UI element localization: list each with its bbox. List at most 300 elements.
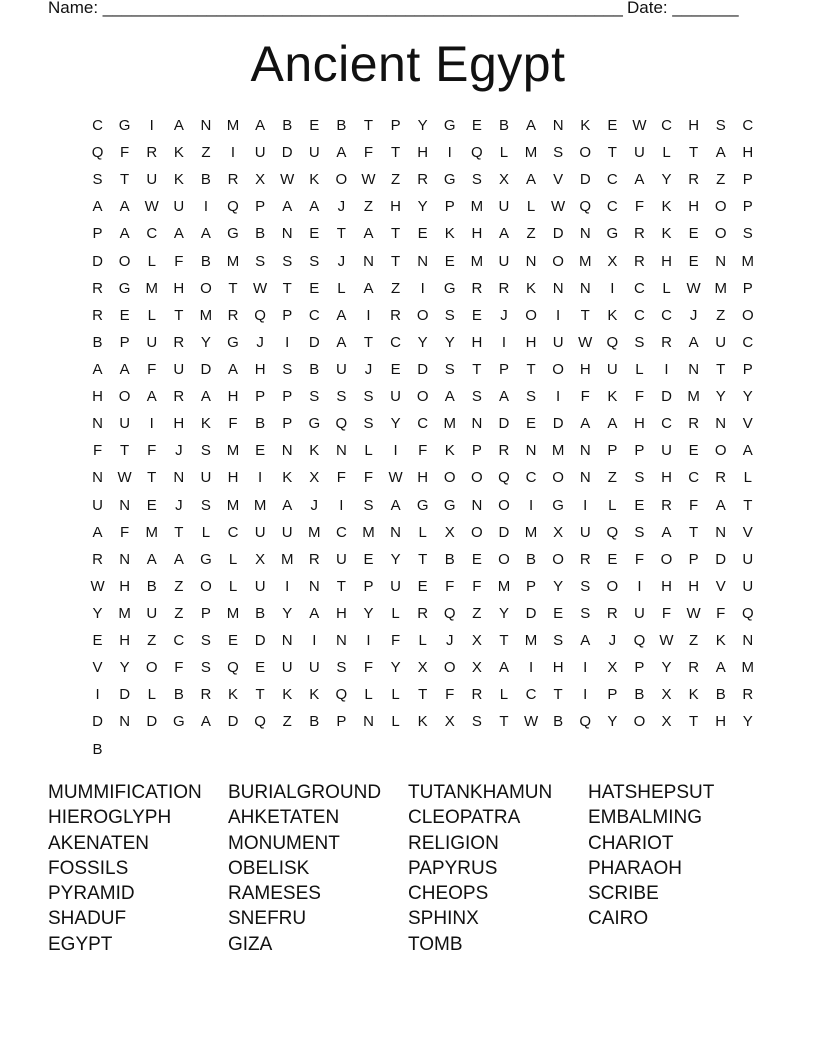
grid-letter: J xyxy=(256,333,264,351)
grid-letter: K xyxy=(200,415,211,433)
grid-letter: S xyxy=(309,388,320,406)
grid-letter: G xyxy=(227,333,239,351)
grid-letter: T xyxy=(390,252,401,270)
grid-letter: A xyxy=(498,659,509,677)
grid-letter: W xyxy=(551,198,566,216)
grid-letter: S xyxy=(634,333,645,351)
grid-letter: Z xyxy=(390,279,401,297)
grid-letter: E xyxy=(146,496,157,514)
grid-letter: R xyxy=(173,388,185,406)
grid-letter: I xyxy=(149,415,154,433)
grid-letter: K xyxy=(282,686,293,704)
grid-letter: N xyxy=(281,442,293,460)
grid-letter: T xyxy=(418,686,428,704)
grid-letter: U xyxy=(281,523,293,541)
grid-letter: B xyxy=(282,117,293,135)
grid-letter: O xyxy=(498,550,510,568)
grid-letter: I xyxy=(95,686,100,704)
grid-letter: Y xyxy=(498,605,509,623)
grid-letter: G xyxy=(606,225,619,243)
grid-letter: A xyxy=(173,550,184,568)
grid-letter: F xyxy=(390,632,401,650)
grid-letter: O xyxy=(660,550,673,568)
grid-letter: H xyxy=(661,577,672,595)
grid-letter: T xyxy=(553,686,563,704)
grid-letter: A xyxy=(119,361,130,379)
grid-letter: H xyxy=(525,333,537,351)
grid-letter: D xyxy=(92,252,103,270)
grid-letter: E xyxy=(228,632,239,650)
grid-letter: L xyxy=(743,469,752,487)
grid-letter: N xyxy=(471,415,483,433)
grid-letter: S xyxy=(742,225,753,243)
grid-letter: C xyxy=(335,523,347,541)
grid-letter: L xyxy=(201,523,211,541)
grid-letter: D xyxy=(146,713,158,731)
grid-letter: R xyxy=(634,252,645,270)
grid-letter: D xyxy=(254,632,266,650)
grid-letter: C xyxy=(606,198,618,216)
grid-letter: T xyxy=(499,632,509,650)
grid-letter: L xyxy=(364,686,373,704)
grid-letter: E xyxy=(417,225,428,243)
grid-letter: U xyxy=(335,361,347,379)
grid-letter: E xyxy=(553,605,564,623)
grid-letter: O xyxy=(471,523,483,541)
grid-letter: J xyxy=(337,198,346,216)
grid-letter: U xyxy=(254,523,266,541)
word-list-item: BURIALGROUND xyxy=(228,782,382,803)
grid-letter: Z xyxy=(174,605,184,623)
grid-letter: Y xyxy=(607,713,618,731)
grid-letter: T xyxy=(472,361,482,379)
grid-letter: M xyxy=(308,523,321,541)
grid-letter: L xyxy=(662,279,671,297)
grid-letter: S xyxy=(634,523,645,541)
grid-letter: A xyxy=(580,415,591,433)
grid-letter: O xyxy=(579,144,592,162)
word-list-item: MONUMENT xyxy=(228,832,340,854)
grid-letter: P xyxy=(200,605,211,623)
grid-letter: M xyxy=(687,388,700,406)
grid-letter: Z xyxy=(174,577,184,595)
grid-letter: Y xyxy=(661,659,672,677)
grid-letter: F xyxy=(445,686,455,704)
grid-letter: A xyxy=(146,550,157,568)
grid-letter: K xyxy=(688,686,699,704)
grid-letter: F xyxy=(580,388,590,406)
grid-letter: P xyxy=(282,388,293,406)
grid-letter: V xyxy=(742,415,753,433)
grid-letter: N xyxy=(308,577,320,595)
grid-letter: Q xyxy=(254,306,266,324)
grid-letter: B xyxy=(498,117,509,135)
grid-letter: T xyxy=(526,361,536,379)
grid-letter: B xyxy=(92,333,103,351)
word-list-item: PHARAOH xyxy=(588,857,682,879)
grid-letter: B xyxy=(634,686,645,704)
word-search-grid xyxy=(84,112,761,763)
grid-letter: E xyxy=(309,225,320,243)
grid-letter: M xyxy=(253,496,267,514)
grid-letter: R xyxy=(417,605,429,623)
grid-letter: W xyxy=(686,605,701,623)
grid-letter: N xyxy=(688,361,700,379)
grid-letter: W xyxy=(144,198,159,216)
grid-letter: X xyxy=(255,550,266,568)
grid-letter: O xyxy=(606,577,619,595)
grid-letter: H xyxy=(173,279,185,297)
grid-letter: R xyxy=(390,306,401,324)
grid-letter: U xyxy=(661,442,672,460)
grid-letter: R xyxy=(227,306,239,324)
grid-letter: L xyxy=(499,144,509,162)
word-list-item: SHADUF xyxy=(48,908,127,930)
grid-letter: U xyxy=(92,496,103,514)
grid-letter: D xyxy=(552,225,564,243)
grid-letter: M xyxy=(280,550,294,568)
grid-letter: O xyxy=(200,577,212,595)
grid-letter: A xyxy=(526,117,537,135)
grid-letter: P xyxy=(255,388,266,406)
grid-letter: R xyxy=(688,415,700,433)
grid-letter: S xyxy=(580,605,591,623)
grid-letter: X xyxy=(417,659,428,677)
grid-letter: I xyxy=(583,686,588,704)
grid-letter: I xyxy=(420,279,425,297)
grid-letter: U xyxy=(173,198,185,216)
grid-letter: E xyxy=(688,252,699,270)
grid-letter: O xyxy=(443,659,456,677)
grid-letter: N xyxy=(119,713,131,731)
word-list-item: GIZA xyxy=(228,933,273,955)
grid-letter: N xyxy=(390,523,401,541)
grid-letter: J xyxy=(608,632,617,650)
grid-letter: A xyxy=(498,388,509,406)
grid-letter: Y xyxy=(417,333,428,351)
grid-letter: N xyxy=(525,442,537,460)
grid-letter: P xyxy=(119,333,130,351)
grid-letter: N xyxy=(715,415,727,433)
grid-letter: M xyxy=(226,252,240,270)
grid-letter: S xyxy=(200,496,211,514)
grid-letter: O xyxy=(714,198,727,216)
grid-letter: A xyxy=(309,198,320,216)
grid-letter: K xyxy=(661,198,672,216)
grid-letter: C xyxy=(525,686,537,704)
grid-letter: E xyxy=(471,117,482,135)
grid-letter: S xyxy=(200,659,211,677)
grid-letter: X xyxy=(661,713,672,731)
grid-letter: A xyxy=(92,361,103,379)
grid-letter: K xyxy=(715,632,726,650)
grid-letter: T xyxy=(336,225,346,243)
grid-letter: N xyxy=(525,252,537,270)
word-list-item: SCRIBE xyxy=(588,883,659,905)
grid-letter: O xyxy=(118,388,131,406)
grid-letter: H xyxy=(552,659,564,677)
grid-letter: W xyxy=(253,279,268,297)
grid-letter: D xyxy=(227,713,239,731)
grid-letter: Q xyxy=(91,144,104,162)
grid-letter: B xyxy=(336,117,347,135)
grid-letter: A xyxy=(119,198,130,216)
grid-letter: I xyxy=(447,144,452,162)
grid-letter: A xyxy=(715,659,726,677)
grid-letter: M xyxy=(524,632,538,650)
grid-letter: I xyxy=(664,361,669,379)
grid-letter: O xyxy=(443,469,456,487)
grid-letter: H xyxy=(417,144,429,162)
grid-letter: T xyxy=(255,686,265,704)
grid-letter: G xyxy=(416,496,429,514)
grid-letter: N xyxy=(363,252,374,270)
grid-letter: H xyxy=(471,225,483,243)
grid-letter: T xyxy=(363,333,374,351)
grid-letter: W xyxy=(117,469,132,487)
grid-letter: P xyxy=(390,117,401,135)
grid-letter: N xyxy=(715,523,727,541)
grid-letter: I xyxy=(366,632,371,650)
grid-letter: P xyxy=(607,686,618,704)
grid-letter: O xyxy=(471,469,483,487)
grid-letter: I xyxy=(149,117,154,135)
grid-letter: L xyxy=(391,605,400,623)
grid-letter: U xyxy=(742,550,754,568)
grid-letter: M xyxy=(118,605,131,623)
grid-letter: E xyxy=(255,659,266,677)
grid-letter: V xyxy=(742,523,753,541)
grid-letter: T xyxy=(418,550,428,568)
grid-letter: S xyxy=(363,415,374,433)
grid-letter: P xyxy=(688,550,699,568)
grid-letter: C xyxy=(634,306,645,324)
grid-letter: U xyxy=(634,144,645,162)
grid-letter: L xyxy=(608,496,617,514)
grid-letter: Q xyxy=(633,632,646,650)
grid-letter: S xyxy=(553,632,564,650)
grid-letter: S xyxy=(336,388,347,406)
grid-letter: N xyxy=(119,550,131,568)
grid-letter: W xyxy=(361,171,376,189)
grid-letter: M xyxy=(443,415,457,433)
grid-letter: H xyxy=(390,198,401,216)
grid-letter: G xyxy=(443,117,456,135)
grid-letter: T xyxy=(363,117,374,135)
grid-letter: X xyxy=(444,523,455,541)
grid-letter: X xyxy=(607,252,618,270)
grid-letter: U xyxy=(119,415,131,433)
grid-letter: A xyxy=(228,361,239,379)
word-list xyxy=(48,780,768,957)
grid-letter: Q xyxy=(471,144,483,162)
grid-letter: N xyxy=(92,415,103,433)
word-list-item: CAIRO xyxy=(588,908,649,930)
grid-letter: I xyxy=(339,496,344,514)
grid-letter: I xyxy=(258,469,263,487)
grid-letter: K xyxy=(309,686,320,704)
grid-letter: I xyxy=(637,577,642,595)
grid-letter: A xyxy=(580,632,591,650)
word-list-item: EMBALMING xyxy=(588,807,703,829)
grid-letter: Y xyxy=(553,577,564,595)
grid-letter: E xyxy=(634,496,645,514)
grid-letter: M xyxy=(524,523,538,541)
grid-letter: P xyxy=(444,198,455,216)
grid-letter: K xyxy=(309,171,320,189)
grid-letter: H xyxy=(688,198,700,216)
grid-letter: N xyxy=(715,252,727,270)
grid-letter: E xyxy=(309,279,320,297)
grid-letter: X xyxy=(498,171,509,189)
grid-letter: M xyxy=(497,577,511,595)
grid-letter: X xyxy=(661,686,672,704)
grid-letter: E xyxy=(526,415,537,433)
grid-letter: A xyxy=(173,117,184,135)
grid-letter: C xyxy=(227,523,239,541)
grid-letter: U xyxy=(606,361,618,379)
grid-letter: H xyxy=(742,144,754,162)
word-list-item: FOSSILS xyxy=(48,857,129,879)
grid-letter: P xyxy=(526,577,537,595)
grid-letter: I xyxy=(528,659,534,677)
grid-letter: L xyxy=(337,279,346,297)
word-list-item: MUMMIFICATION xyxy=(48,782,202,803)
grid-letter: F xyxy=(363,659,374,677)
grid-letter: A xyxy=(634,171,645,189)
grid-letter: M xyxy=(226,496,240,514)
grid-letter: R xyxy=(227,171,239,189)
grid-letter: U xyxy=(146,171,158,189)
grid-letter: S xyxy=(363,388,374,406)
grid-letter: I xyxy=(583,659,588,677)
grid-letter: R xyxy=(417,171,429,189)
grid-letter: G xyxy=(172,713,185,731)
grid-letter: Z xyxy=(526,225,536,243)
grid-letter: B xyxy=(92,740,103,758)
grid-letter: K xyxy=(228,686,239,704)
word-list-item: HIEROGLYPH xyxy=(48,807,172,829)
grid-letter: P xyxy=(336,713,347,731)
grid-letter: B xyxy=(715,686,726,704)
grid-letter: B xyxy=(200,252,211,270)
grid-letter: M xyxy=(551,442,565,460)
grid-letter: C xyxy=(661,415,672,433)
grid-letter: U xyxy=(634,605,645,623)
grid-letter: S xyxy=(282,252,293,270)
grid-letter: A xyxy=(661,523,672,541)
grid-letter: T xyxy=(390,144,401,162)
grid-letter: L xyxy=(418,632,427,650)
word-list-item: RELIGION xyxy=(408,832,499,854)
grid-letter: I xyxy=(366,306,371,324)
grid-letter: K xyxy=(526,279,537,297)
grid-letter: C xyxy=(92,117,103,135)
grid-letter: T xyxy=(336,577,346,595)
grid-letter: Z xyxy=(363,198,374,216)
word-list-item: TUTANKHAMUN xyxy=(408,782,553,803)
grid-letter: E xyxy=(119,306,130,324)
grid-letter: R xyxy=(634,225,645,243)
grid-letter: Q xyxy=(606,333,619,351)
grid-letter: L xyxy=(391,713,400,731)
grid-letter: R xyxy=(715,469,727,487)
grid-letter: Y xyxy=(715,388,726,406)
grid-letter: S xyxy=(255,252,266,270)
grid-letter: U xyxy=(498,252,510,270)
grid-letter: I xyxy=(285,333,290,351)
grid-letter: A xyxy=(688,333,699,351)
grid-letter: L xyxy=(662,144,671,162)
grid-letter: Q xyxy=(335,415,348,433)
grid-letter: Y xyxy=(417,117,428,135)
grid-letter: Z xyxy=(147,632,157,650)
grid-letter: L xyxy=(391,686,400,704)
grid-letter: I xyxy=(610,279,615,297)
grid-letter: F xyxy=(445,577,455,595)
grid-letter: A xyxy=(92,523,103,541)
grid-letter: T xyxy=(743,496,753,514)
grid-letter: Z xyxy=(689,632,699,650)
grid-letter: A xyxy=(92,198,103,216)
grid-letter: U xyxy=(146,605,158,623)
grid-letter: G xyxy=(443,171,456,189)
grid-letter: E xyxy=(688,442,699,460)
grid-letter: T xyxy=(174,523,184,541)
grid-letter: F xyxy=(363,469,374,487)
grid-letter: O xyxy=(714,442,727,460)
grid-letter: F xyxy=(147,361,157,379)
grid-letter: A xyxy=(309,605,320,623)
grid-letter: O xyxy=(633,713,646,731)
grid-letter: P xyxy=(634,659,645,677)
grid-letter: H xyxy=(119,577,131,595)
grid-letter: N xyxy=(281,632,293,650)
grid-letter: A xyxy=(742,442,753,460)
grid-letter: L xyxy=(147,252,156,270)
grid-letter: N xyxy=(552,117,564,135)
grid-letter: L xyxy=(418,523,427,541)
grid-letter: A xyxy=(200,388,211,406)
grid-letter: D xyxy=(552,415,564,433)
grid-letter: J xyxy=(175,496,183,514)
grid-letter: T xyxy=(689,144,699,162)
grid-letter: Y xyxy=(417,198,428,216)
grid-letter: I xyxy=(583,496,588,514)
grid-letter: P xyxy=(607,442,618,460)
grid-letter: B xyxy=(309,361,320,379)
name-line: Name: _______________________________________________________ xyxy=(48,0,623,17)
grid-letter: I xyxy=(285,577,290,595)
grid-letter: O xyxy=(200,279,212,297)
grid-letter: Q xyxy=(606,523,619,541)
grid-letter: Y xyxy=(92,605,103,623)
grid-letter: I xyxy=(556,388,561,406)
grid-letter: U xyxy=(579,523,591,541)
grid-letter: Y xyxy=(119,659,130,677)
grid-letter: R xyxy=(146,144,158,162)
grid-letter: F xyxy=(120,523,130,541)
grid-letter: I xyxy=(528,496,534,514)
grid-letter: J xyxy=(337,252,346,270)
grid-letter: N xyxy=(363,713,374,731)
grid-letter: Y xyxy=(390,415,401,433)
grid-letter: B xyxy=(255,415,266,433)
grid-letter: C xyxy=(661,117,672,135)
grid-letter: L xyxy=(228,550,238,568)
grid-letter: R xyxy=(742,686,754,704)
grid-letter: M xyxy=(524,144,538,162)
